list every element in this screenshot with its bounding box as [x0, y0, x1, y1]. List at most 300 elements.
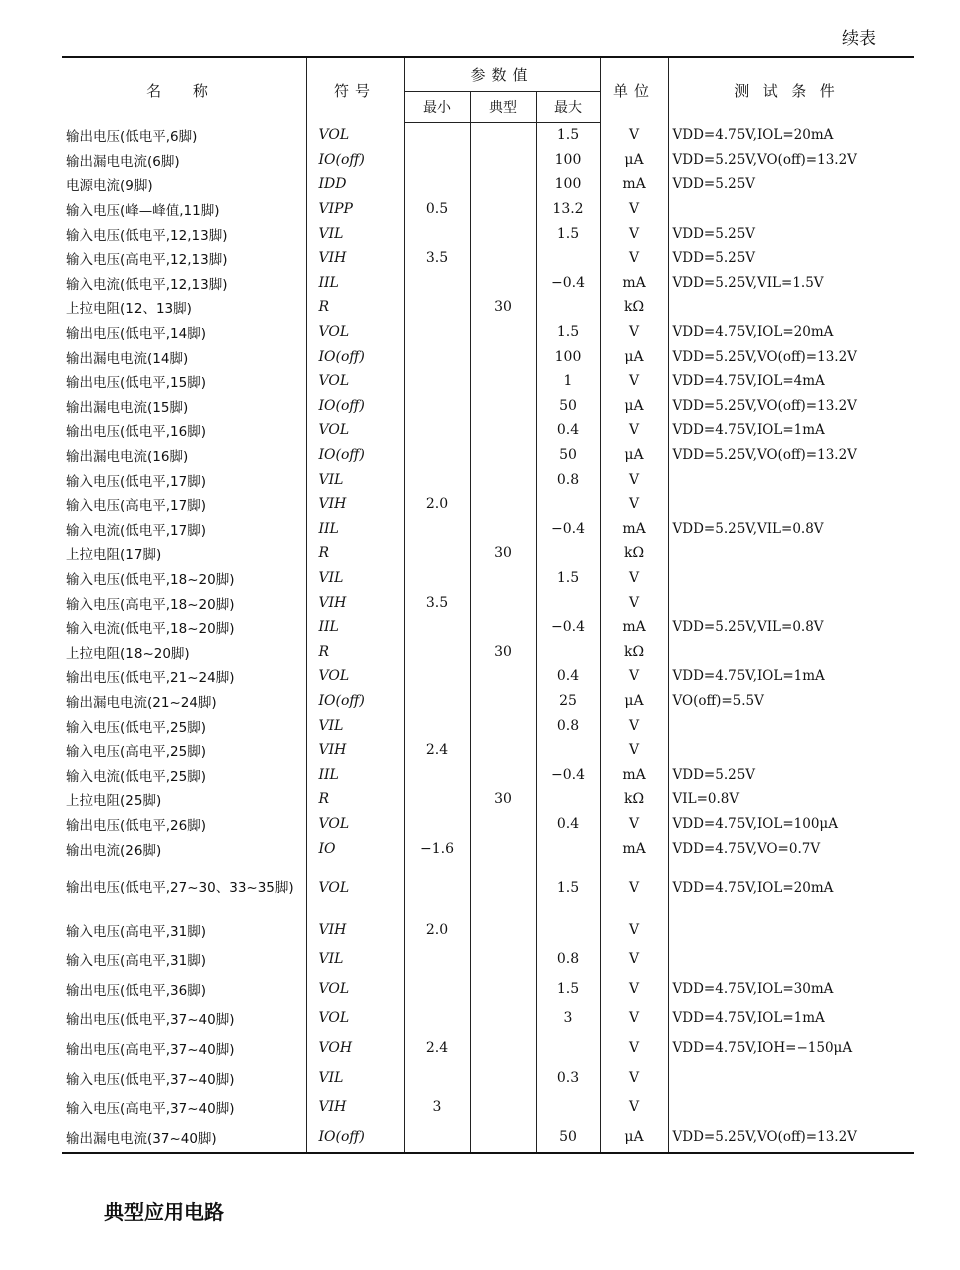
condition-cell [668, 197, 914, 222]
unit-cell: kΩ [600, 541, 668, 566]
max-cell: 1.5 [536, 221, 600, 246]
table-row [62, 148, 914, 173]
typ-cell [470, 836, 536, 861]
param-name-cell: 上拉电阻(18~20脚) [66, 645, 190, 662]
max-cell [536, 1092, 600, 1122]
unit-cell: V [600, 566, 668, 591]
unit-cell: μA [600, 394, 668, 419]
symbol-cell: VIH [306, 246, 404, 271]
condition-cell [668, 590, 914, 615]
condition-cell: VDD=5.25V,VIL=0.8V [668, 517, 914, 542]
typ-cell [470, 974, 536, 1004]
min-cell: 0.5 [404, 197, 470, 222]
unit-cell: V [600, 664, 668, 689]
table-row [62, 271, 914, 296]
param-name-cell: 输出电压(低电平,21~24脚) [66, 670, 235, 687]
condition-cell: VDD=4.75V,IOL=1mA [668, 1004, 914, 1034]
unit-cell: V [600, 944, 668, 974]
max-cell: 0.4 [536, 418, 600, 443]
condition-cell: VDD=5.25V,VIL=1.5V [668, 271, 914, 296]
max-cell: 13.2 [536, 197, 600, 222]
symbol-cell: R [306, 295, 404, 320]
symbol-cell: VOL [306, 1004, 404, 1034]
unit-cell: V [600, 1004, 668, 1034]
max-cell: 1.5 [536, 320, 600, 345]
param-name-cell: 输出电压(低电平,15脚) [66, 375, 207, 392]
symbol-cell: R [306, 541, 404, 566]
condition-cell: VDD=4.75V,VO=0.7V [668, 836, 914, 861]
max-cell: 25 [536, 689, 600, 714]
param-name-cell: 输出漏电电流(14脚) [66, 350, 189, 367]
param-name-cell: 输出电压(低电平,14脚) [66, 326, 207, 343]
table-row [62, 664, 914, 689]
max-cell [536, 295, 600, 320]
param-name-cell: 上拉电阻(12、13脚) [66, 301, 192, 318]
symbol-cell: VOL [306, 974, 404, 1004]
condition-cell: VDD=4.75V,IOL=100μA [668, 812, 914, 837]
typ-cell: 30 [470, 787, 536, 812]
typ-cell [470, 517, 536, 542]
table-row [62, 566, 914, 591]
max-cell [536, 246, 600, 271]
unit-cell: V [600, 221, 668, 246]
min-cell [404, 639, 470, 664]
table-row [62, 713, 914, 738]
param-name-cell: 电源电流(9脚) [66, 178, 153, 195]
unit-cell: μA [600, 689, 668, 714]
table-row [62, 541, 914, 566]
symbol-cell: IDD [306, 172, 404, 197]
table-row [62, 295, 914, 320]
unit-cell: μA [600, 148, 668, 173]
symbol-cell: IIL [306, 615, 404, 640]
min-cell [404, 812, 470, 837]
table-row [62, 320, 914, 345]
typ-cell [470, 1122, 536, 1153]
condition-cell: VIL=0.8V [668, 787, 914, 812]
symbol-cell: VIH [306, 915, 404, 945]
unit-cell: V [600, 418, 668, 443]
max-cell: −0.4 [536, 271, 600, 296]
param-name-cell: 输入电压(高电平,17脚) [66, 498, 207, 515]
min-cell [404, 713, 470, 738]
table-row [62, 394, 914, 419]
condition-cell: VDD=4.75V,IOL=1mA [668, 664, 914, 689]
max-cell: 0.8 [536, 713, 600, 738]
unit-cell: V [600, 738, 668, 763]
typ-cell [470, 944, 536, 974]
table-row [62, 861, 914, 915]
table-body [62, 123, 914, 1153]
min-cell [404, 295, 470, 320]
symbol-cell: VOL [306, 418, 404, 443]
max-cell: 1.5 [536, 566, 600, 591]
table-row [62, 915, 914, 945]
param-name-cell: 输出漏电电流(15脚) [66, 399, 189, 416]
param-name-cell: 输出漏电电流(21~24脚) [66, 694, 217, 711]
table-row [62, 762, 914, 787]
unit-cell: V [600, 1092, 668, 1122]
condition-cell [668, 541, 914, 566]
max-cell [536, 1033, 600, 1063]
unit-cell: V [600, 1063, 668, 1093]
param-name-cell: 输入电压(峰—峰值,11脚) [66, 203, 220, 220]
unit-cell: mA [600, 762, 668, 787]
unit-cell: μA [600, 344, 668, 369]
condition-cell: VDD=5.25V,VO(off)=13.2V [668, 443, 914, 468]
typ-cell [470, 394, 536, 419]
table-row [62, 467, 914, 492]
max-cell: 50 [536, 394, 600, 419]
unit-cell: mA [600, 517, 668, 542]
unit-cell: mA [600, 836, 668, 861]
symbol-cell: VOL [306, 812, 404, 837]
typ-cell [470, 172, 536, 197]
typ-cell [470, 467, 536, 492]
unit-cell: V [600, 861, 668, 915]
condition-cell [668, 713, 914, 738]
min-cell [404, 443, 470, 468]
unit-cell: V [600, 492, 668, 517]
symbol-cell: VIH [306, 492, 404, 517]
symbol-cell: IO(off) [306, 689, 404, 714]
typ-cell [470, 148, 536, 173]
min-cell: 2.4 [404, 738, 470, 763]
param-name-cell: 输出电流(26脚) [66, 842, 162, 859]
param-name-cell: 输入电压(高电平,18~20脚) [66, 596, 235, 613]
symbol-cell: VIPP [306, 197, 404, 222]
param-name-cell: 输入电压(高电平,37~40脚) [66, 1101, 235, 1118]
min-cell [404, 615, 470, 640]
unit-cell: V [600, 123, 668, 148]
condition-cell [668, 1063, 914, 1093]
typ-cell [470, 492, 536, 517]
param-name-cell: 输出电压(低电平,6脚) [66, 129, 198, 146]
typ-cell [470, 320, 536, 345]
param-name-cell: 输出漏电电流(6脚) [66, 153, 180, 170]
condition-cell: VDD=5.25V [668, 221, 914, 246]
param-name-cell: 输入电流(低电平,12,13脚) [66, 276, 228, 293]
min-cell [404, 369, 470, 394]
param-name-cell: 输入电压(高电平,31脚) [66, 923, 207, 940]
condition-cell [668, 566, 914, 591]
max-cell [536, 541, 600, 566]
symbol-cell: VOL [306, 369, 404, 394]
param-name-cell: 输出漏电电流(16脚) [66, 449, 189, 466]
table-row [62, 944, 914, 974]
table-row [62, 639, 914, 664]
min-cell: −1.6 [404, 836, 470, 861]
max-cell: 50 [536, 1122, 600, 1153]
min-cell [404, 1063, 470, 1093]
table-row [62, 689, 914, 714]
condition-cell: VDD=4.75V,IOH=−150μA [668, 1033, 914, 1063]
condition-cell: VDD=4.75V,IOL=4mA [668, 369, 914, 394]
typ-cell [470, 246, 536, 271]
condition-cell: VDD=4.75V,IOL=30mA [668, 974, 914, 1004]
symbol-cell: VIH [306, 738, 404, 763]
condition-cell: VDD=4.75V,IOL=20mA [668, 320, 914, 345]
min-cell [404, 148, 470, 173]
max-cell: −0.4 [536, 517, 600, 542]
max-cell: 0.4 [536, 664, 600, 689]
param-name-cell: 输入电压(高电平,25脚) [66, 744, 207, 761]
unit-cell: kΩ [600, 639, 668, 664]
typ-cell: 30 [470, 295, 536, 320]
symbol-cell: IIL [306, 271, 404, 296]
max-cell: 100 [536, 148, 600, 173]
unit-cell: V [600, 246, 668, 271]
typ-cell [470, 713, 536, 738]
max-cell [536, 738, 600, 763]
condition-cell [668, 467, 914, 492]
table-row [62, 615, 914, 640]
table-row [62, 1004, 914, 1034]
symbol-cell: IIL [306, 762, 404, 787]
table-row [62, 1063, 914, 1093]
min-cell: 2.0 [404, 492, 470, 517]
max-cell: 0.8 [536, 467, 600, 492]
typ-cell [470, 664, 536, 689]
condition-cell [668, 639, 914, 664]
typ-cell [470, 123, 536, 148]
condition-cell [668, 1092, 914, 1122]
header-unit: 单位 [600, 57, 668, 123]
symbol-cell: VIH [306, 1092, 404, 1122]
header-min: 最小 [404, 92, 470, 123]
typ-cell [470, 1092, 536, 1122]
table-row [62, 369, 914, 394]
typ-cell: 30 [470, 639, 536, 664]
parameter-table [62, 56, 914, 1154]
condition-cell: VDD=4.75V,IOL=1mA [668, 418, 914, 443]
symbol-cell: VIL [306, 944, 404, 974]
param-name-cell: 上拉电阻(25脚) [66, 793, 162, 810]
symbol-cell: IO [306, 836, 404, 861]
typ-cell [470, 1004, 536, 1034]
condition-cell [668, 295, 914, 320]
table-row [62, 738, 914, 763]
min-cell [404, 689, 470, 714]
unit-cell: V [600, 915, 668, 945]
unit-cell: mA [600, 271, 668, 296]
condition-cell: VO(off)=5.5V [668, 689, 914, 714]
typ-cell [470, 344, 536, 369]
symbol-cell: VOH [306, 1033, 404, 1063]
min-cell [404, 320, 470, 345]
min-cell [404, 974, 470, 1004]
typ-cell [470, 590, 536, 615]
max-cell [536, 492, 600, 517]
min-cell [404, 394, 470, 419]
typ-cell [470, 271, 536, 296]
typ-cell [470, 689, 536, 714]
table-row [62, 517, 914, 542]
header-max: 最大 [536, 92, 600, 123]
typ-cell [470, 1063, 536, 1093]
typ-cell [470, 566, 536, 591]
unit-cell: μA [600, 443, 668, 468]
typ-cell [470, 861, 536, 915]
unit-cell: V [600, 197, 668, 222]
typ-cell [470, 615, 536, 640]
max-cell: 0.4 [536, 812, 600, 837]
min-cell [404, 517, 470, 542]
symbol-cell: VOL [306, 664, 404, 689]
table-row [62, 246, 914, 271]
min-cell [404, 1122, 470, 1153]
header-param-value: 参数值 [404, 57, 600, 92]
table-row [62, 123, 914, 148]
symbol-cell: VOL [306, 861, 404, 915]
min-cell [404, 172, 470, 197]
param-name-cell: 输入电压(低电平,18~20脚) [66, 571, 235, 588]
symbol-cell: VOL [306, 320, 404, 345]
unit-cell: mA [600, 615, 668, 640]
typ-cell: 30 [470, 541, 536, 566]
condition-cell [668, 738, 914, 763]
unit-cell: V [600, 369, 668, 394]
symbol-cell: VOL [306, 123, 404, 148]
param-name-cell: 输入电流(低电平,17脚) [66, 522, 207, 539]
symbol-cell: VIL [306, 1063, 404, 1093]
table-row [62, 1033, 914, 1063]
symbol-cell: IO(off) [306, 148, 404, 173]
section-heading: 典型应用电路 [104, 1200, 224, 1224]
symbol-cell: IO(off) [306, 443, 404, 468]
param-name-cell: 输出电压(低电平,27~30、33~35脚) [66, 879, 294, 896]
min-cell [404, 541, 470, 566]
table-row [62, 590, 914, 615]
symbol-cell: IIL [306, 517, 404, 542]
table-row [62, 492, 914, 517]
unit-cell: kΩ [600, 787, 668, 812]
min-cell: 2.0 [404, 915, 470, 945]
table-row [62, 172, 914, 197]
table-row [62, 787, 914, 812]
param-name-cell: 输入电压(低电平,37~40脚) [66, 1071, 235, 1088]
unit-cell: mA [600, 172, 668, 197]
header-name: 名 称 [62, 57, 306, 123]
unit-cell: V [600, 1033, 668, 1063]
typ-cell [470, 1033, 536, 1063]
min-cell: 3.5 [404, 590, 470, 615]
condition-cell: VDD=5.25V [668, 762, 914, 787]
min-cell [404, 221, 470, 246]
max-cell: −0.4 [536, 615, 600, 640]
max-cell [536, 836, 600, 861]
symbol-cell: IO(off) [306, 1122, 404, 1153]
min-cell [404, 344, 470, 369]
param-name-cell: 输入电流(低电平,18~20脚) [66, 621, 235, 638]
typ-cell [470, 762, 536, 787]
param-name-cell: 输入电压(低电平,12,13脚) [66, 227, 228, 244]
symbol-cell: IO(off) [306, 394, 404, 419]
min-cell [404, 944, 470, 974]
typ-cell [470, 443, 536, 468]
max-cell: 1.5 [536, 861, 600, 915]
min-cell [404, 1004, 470, 1034]
condition-cell: VDD=5.25V [668, 246, 914, 271]
typ-cell [470, 369, 536, 394]
symbol-cell: VIL [306, 713, 404, 738]
condition-cell: VDD=5.25V,VO(off)=13.2V [668, 344, 914, 369]
symbol-cell: IO(off) [306, 344, 404, 369]
param-name-cell: 输出电压(低电平,26脚) [66, 817, 207, 834]
param-name-cell: 输入电压(高电平,12,13脚) [66, 252, 228, 269]
min-cell [404, 271, 470, 296]
min-cell: 2.4 [404, 1033, 470, 1063]
max-cell: 1.5 [536, 974, 600, 1004]
condition-cell: VDD=5.25V [668, 172, 914, 197]
symbol-cell: VIL [306, 467, 404, 492]
max-cell: 100 [536, 344, 600, 369]
condition-cell [668, 915, 914, 945]
max-cell: 0.3 [536, 1063, 600, 1093]
condition-cell: VDD=4.75V,IOL=20mA [668, 123, 914, 148]
symbol-cell: R [306, 639, 404, 664]
table-row [62, 1122, 914, 1153]
table-row [62, 1092, 914, 1122]
unit-cell: V [600, 974, 668, 1004]
unit-cell: V [600, 320, 668, 345]
unit-cell: μA [600, 1122, 668, 1153]
typ-cell [470, 738, 536, 763]
min-cell [404, 418, 470, 443]
symbol-cell: VIH [306, 590, 404, 615]
max-cell: 50 [536, 443, 600, 468]
table-row [62, 836, 914, 861]
table-row [62, 974, 914, 1004]
min-cell [404, 861, 470, 915]
unit-cell: V [600, 467, 668, 492]
min-cell: 3 [404, 1092, 470, 1122]
max-cell: 3 [536, 1004, 600, 1034]
max-cell: 0.8 [536, 944, 600, 974]
symbol-cell: VIL [306, 221, 404, 246]
min-cell [404, 664, 470, 689]
param-name-cell: 输出电压(高电平,37~40脚) [66, 1041, 235, 1058]
table-row [62, 418, 914, 443]
header-typ: 典型 [470, 92, 536, 123]
param-name-cell: 输出漏电电流(37~40脚) [62, 1122, 306, 1153]
condition-cell: VDD=5.25V,VO(off)=13.2V [668, 394, 914, 419]
param-name-cell: 输出电压(低电平,37~40脚) [66, 1012, 235, 1029]
condition-cell: VDD=5.25V,VO(off)=13.2V [668, 1122, 914, 1153]
max-cell: −0.4 [536, 762, 600, 787]
max-cell [536, 915, 600, 945]
table-row [62, 197, 914, 222]
param-name-cell: 输入电压(低电平,25脚) [66, 719, 207, 736]
param-name-cell: 上拉电阻(17脚) [66, 547, 162, 564]
unit-cell: V [600, 812, 668, 837]
min-cell [404, 762, 470, 787]
symbol-cell: VIL [306, 566, 404, 591]
param-name-cell: 输入电压(高电平,31脚) [66, 953, 207, 970]
table-row [62, 344, 914, 369]
typ-cell [470, 418, 536, 443]
unit-cell: kΩ [600, 295, 668, 320]
condition-cell: VDD=5.25V,VO(off)=13.2V [668, 148, 914, 173]
min-cell [404, 787, 470, 812]
max-cell [536, 787, 600, 812]
unit-cell: V [600, 713, 668, 738]
condition-cell: VDD=5.25V,VIL=0.8V [668, 615, 914, 640]
symbol-cell: R [306, 787, 404, 812]
typ-cell [470, 915, 536, 945]
table-row [62, 221, 914, 246]
max-cell: 1 [536, 369, 600, 394]
